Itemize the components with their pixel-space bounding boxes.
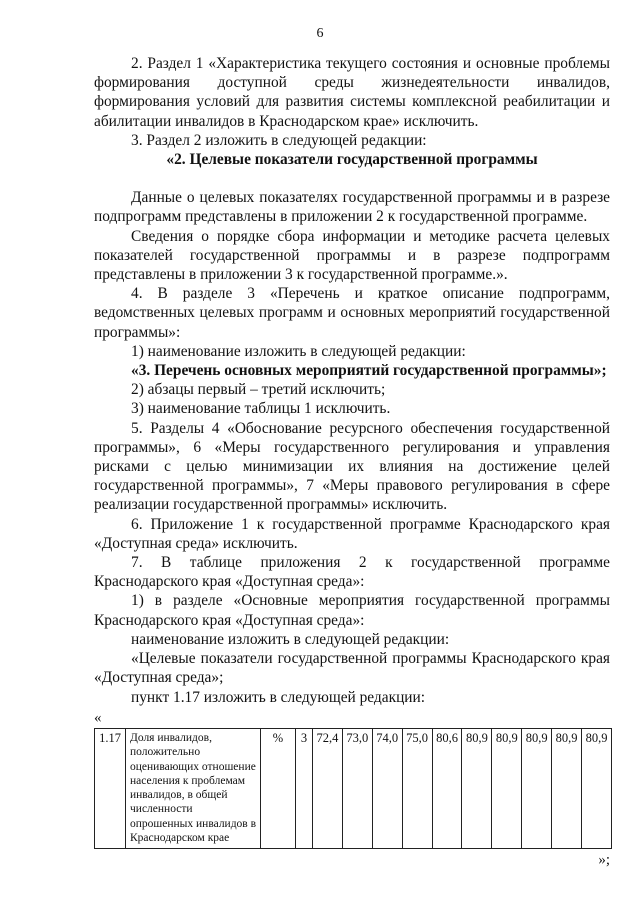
value-cell: 75,0 — [402, 728, 432, 848]
indicator-name: Доля инвалидов, положительно оценивающих отношение населения к проблемам инвалидов, в общей численности опрошенных инвалидов в Краснодарском крае — [126, 728, 261, 848]
value-cell: 80,6 — [432, 728, 462, 848]
subitem-1-section: 1) в разделе «Основные мероприятия государственной программы Краснодарского края «Доступная среда»: — [94, 592, 610, 629]
paragraph-item-3: 3. Раздел 2 изложить в следующей редакции: — [131, 131, 427, 149]
spacer — [94, 169, 610, 188]
point-instruction: пункт 1.17 изложить в следующей редакции: — [131, 688, 426, 706]
table-row — [95, 728, 612, 848]
paragraph-item-4: 4. В разделе 3 «Перечень и краткое описание подпрограмм, ведомственных целевых программ и основных мероприятий государственной программы»: — [94, 285, 610, 341]
paragraph-targets-data: Данные о целевых показателях государственной программы и в разрезе подпрограмм представлены в приложении 2 к государственной программе. — [94, 189, 610, 226]
value-cell: 80,9 — [522, 728, 552, 848]
section-2-heading: «2. Целевые показатели государственной программы — [166, 151, 538, 169]
subitem-1-name: 1) наименование изложить в следующей редакции: — [131, 342, 466, 360]
value-cell: 80,9 — [552, 728, 582, 848]
section-3-heading: «3. Перечень основных мероприятий государственной программы»; — [131, 362, 607, 380]
value-cell: 80,9 — [492, 728, 522, 848]
quote-close-mark: »; — [598, 852, 610, 869]
subitem-3-table-name: 3) наименование таблицы 1 исключить. — [131, 400, 391, 418]
name-instruction: наименование изложить в следующей редакции: — [131, 630, 450, 648]
row-index: 1.17 — [95, 728, 126, 848]
paragraph-targets-method: Сведения о порядке сбора информации и методике расчета целевых показателей государственной программы и в разрезе подпрограмм представлены в приложении 3 к государственной программе.». — [94, 227, 610, 284]
paragraph-item-6: 6. Приложение 1 к государственной программе Краснодарского края «Доступная среда» исключить. — [94, 515, 610, 552]
value-cell: 74,0 — [372, 728, 402, 848]
subitem-2-paragraphs: 2) абзацы первый – третий исключить; — [131, 381, 386, 399]
quote-open-mark: « — [94, 709, 102, 726]
paragraph-item-5: 5. Разделы 4 «Обоснование ресурсного обеспечения государственной программы», 6 «Меры государственного регулирования и управления рисками с целью минимизации их влияния на достижение целей государственной программы», 7 «Меры правового регулирования в сфере реализации государственной программы» исключить. — [94, 419, 610, 514]
paragraph-item-2: 2. Раздел 1 «Характеристика текущего состояния и основные проблемы формирования доступной среды жизнедеятельности инвалидов, формирования условий для развития системы комплексной реабилитации и абилитации инвалидов в Краснодарском крае» исключить. — [94, 55, 610, 130]
value-cell: 73,0 — [342, 728, 372, 848]
page-number: 6 — [316, 26, 324, 41]
indicator-table — [94, 728, 612, 849]
paragraph-item-7: 7. В таблице приложения 2 к государственной программе Краснодарского края «Доступная среда»: — [94, 554, 610, 591]
document-body — [94, 54, 610, 870]
value-cell: 80,9 — [582, 728, 612, 848]
status-cell: 3 — [296, 728, 313, 848]
new-name-text: «Целевые показатели государственной программы Краснодарского края «Доступная среда»; — [94, 650, 610, 687]
unit-cell: % — [261, 728, 296, 848]
value-cell: 72,4 — [313, 728, 343, 848]
value-cell: 80,9 — [462, 728, 492, 848]
